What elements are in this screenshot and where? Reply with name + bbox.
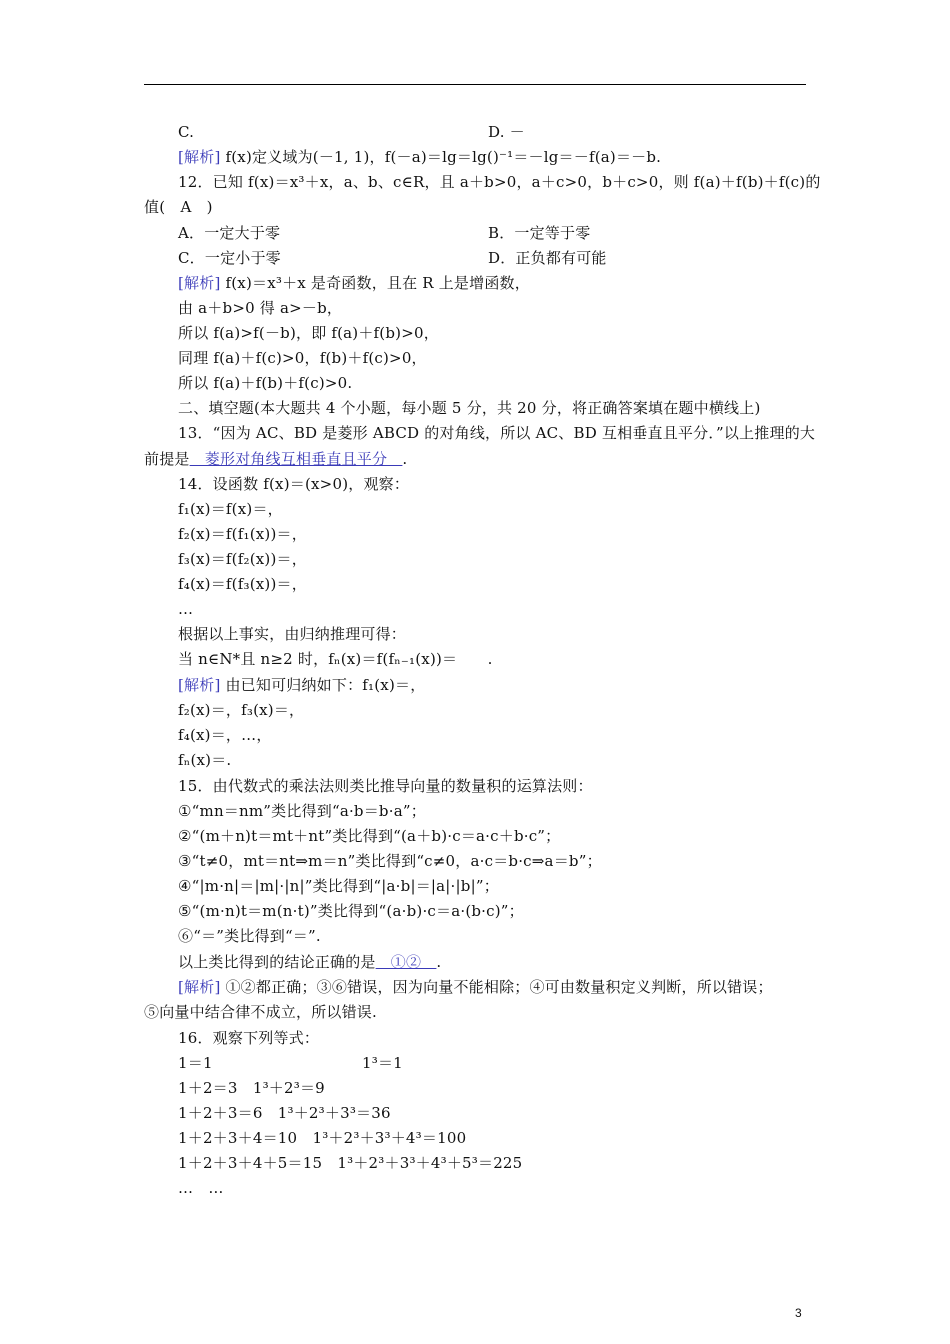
q14-stem: 14．设函数 f(x)＝(x>0)，观察：: [178, 475, 410, 493]
q16-line: 1³＝1: [362, 1054, 403, 1072]
q14-analysis-line: f₂(x)＝，f₃(x)＝，: [178, 701, 305, 719]
q14-analysis: [解析] 由已知可归纳如下：f₁(x)＝，: [178, 676, 426, 694]
q15-analysis: [解析] ①②都正确；③⑥错误，因为向量不能相除；④可由数量积定义判断，所以错误；: [178, 978, 773, 996]
q14-analysis-line: f₄(x)＝，…，: [178, 726, 272, 744]
q14-line: f₁(x)＝f(x)＝，: [178, 500, 283, 518]
q15-item: ④“|m·n|＝|m|·|n|”类比得到“|a·b|＝|a|·|b|”；: [178, 877, 499, 895]
q14-line: f₃(x)＝f(f₂(x))＝，: [178, 550, 307, 568]
header-rule: [144, 84, 806, 85]
q16-line: 1＋2＋3＝6 1³＋2³＋3³＝36: [178, 1104, 391, 1122]
q14-line: 根据以上事实，由归纳推理可得：: [178, 625, 407, 643]
q15-item: ③“t≠0，mt＝nt⇒m＝n”类比得到“c≠0，a·c＝b·c⇒a＝b”；: [178, 852, 602, 870]
analysis-tag: [解析]: [178, 978, 221, 996]
q12-analysis-line: 所以 f(a)>f(－b)，即 f(a)＋f(b)>0，: [178, 324, 439, 342]
q15-item: ⑤“(m·n)t＝m(n·t)”类比得到“(a·b)·c＝a·(b·c)”；: [178, 902, 524, 920]
q12-stem-1: 12．已知 f(x)＝x³＋x，a、b、c∈R，且 a＋b>0，a＋c>0，b＋c>0，则 f(a)＋f(b)＋f(c)的: [178, 173, 821, 191]
q15-item: ⑥“＝”类比得到“＝”.: [178, 927, 321, 945]
q15-question: 以上类比得到的结论正确的是 ①② .: [178, 953, 442, 971]
q13-stem-2: 前提是 菱形对角线互相垂直且平分 .: [144, 450, 408, 468]
q16-stem: 16．观察下列等式：: [178, 1029, 320, 1047]
q15-item: ②“(m＋n)t＝mt＋nt”类比得到“(a＋b)·c＝a·c＋b·c”；: [178, 827, 561, 845]
q15-analysis-line: ⑤向量中结合律不成立，所以错误.: [144, 1003, 377, 1021]
q14-line: f₄(x)＝f(f₃(x))＝，: [178, 575, 307, 593]
q11-option-d: D. －: [488, 123, 525, 141]
q11-option-c: C.: [178, 123, 195, 141]
q12-option-b: B．一定等于零: [488, 224, 591, 242]
q15-stem: 15．由代数式的乘法法则类比推导向量的数量积的运算法则：: [178, 777, 593, 795]
q11-analysis: [解析] f(x)定义域为(－1, 1)，f(－a)＝lg＝lg()⁻¹＝－lg＝－f(a)＝－b.: [178, 148, 662, 166]
q12-analysis: [解析] f(x)＝x³＋x 是奇函数，且在 R 上是增函数，: [178, 274, 530, 292]
q16-line: 1＋2＋3＋4＋5＝15 1³＋2³＋3³＋4³＋5³＝225: [178, 1154, 523, 1172]
q15-answer: ①②: [375, 953, 437, 971]
q12-option-c: C．一定小于零: [178, 249, 281, 267]
q16-line: 1＋2＝3 1³＋2³＝9: [178, 1079, 325, 1097]
section-title: 二、填空题(本大题共 4 个小题，每小题 5 分，共 20 分，将正确答案填在题中横线上): [178, 399, 761, 417]
page-number: 3: [795, 1306, 802, 1320]
q16-ellipsis: … …: [178, 1179, 224, 1197]
q13-answer: 菱形对角线互相垂直且平分: [189, 450, 403, 468]
q15-item: ①“mn＝nm”类比得到“a·b＝b·a”；: [178, 802, 426, 820]
q12-analysis-line: 由 a＋b>0 得 a>－b，: [178, 299, 343, 317]
q14-line: f₂(x)＝f(f₁(x))＝，: [178, 525, 307, 543]
q14-analysis-line: fₙ(x)＝.: [178, 751, 232, 769]
q16-line: 1＋2＋3＋4＝10 1³＋2³＋3³＋4³＝100: [178, 1129, 467, 1147]
q12-option-d: D．正负都有可能: [488, 249, 607, 267]
q16-line: 1＝1: [178, 1054, 213, 1072]
analysis-tag: [解析]: [178, 676, 221, 694]
q13-stem-1: 13．“因为 AC、BD 是菱形 ABCD 的对角线，所以 AC、BD 互相垂直且平分．”以上推理的大: [178, 424, 816, 442]
q14-line: 当 n∈N*且 n≥2 时，fₙ(x)＝f(fₙ₋₁(x))＝ .: [178, 650, 493, 668]
q12-stem-2: 值( A ): [144, 198, 213, 216]
q12-option-a: A．一定大于零: [178, 224, 281, 242]
q14-ellipsis: …: [178, 600, 194, 618]
analysis-tag: [解析]: [178, 274, 221, 292]
q12-analysis-line: 所以 f(a)＋f(b)＋f(c)>0.: [178, 374, 353, 392]
q12-analysis-line: 同理 f(a)＋f(c)>0，f(b)＋f(c)>0，: [178, 349, 427, 367]
analysis-tag: [解析]: [178, 148, 221, 166]
